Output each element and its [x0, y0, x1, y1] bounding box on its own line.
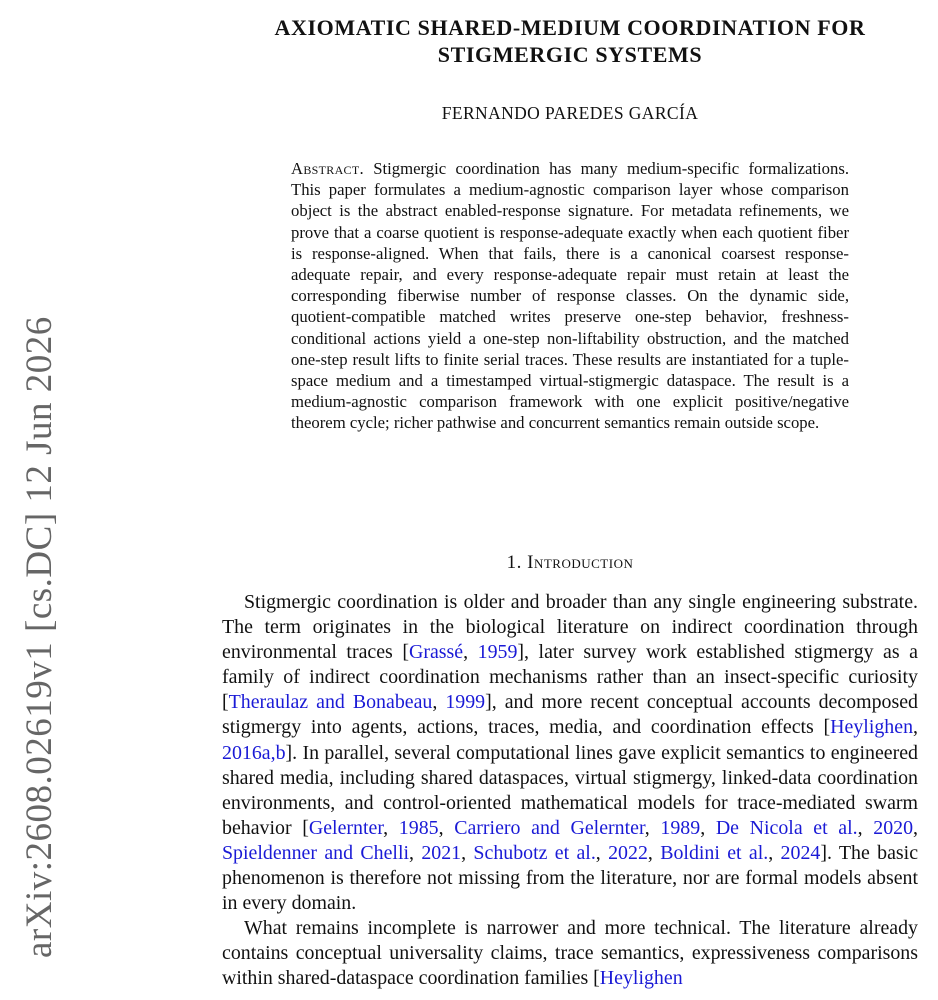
text-run: , [409, 841, 422, 864]
introduction-body [222, 590, 918, 992]
text-run: , [647, 841, 661, 864]
citation-link[interactable]: 1985 [398, 816, 439, 839]
text-run: , [913, 716, 918, 739]
text-run: ]. In parallel, several computational lines gave explicit semantics to engineered shared media, including shared dataspaces, virtual stigmergy, linked-data coordination environments, and control-oriented mathematical models for trace-mediated swarm behavior [ [222, 741, 918, 839]
section-number: 1. [506, 552, 522, 573]
text-run: ], and more recent conceptual accounts decomposed stigmergy into agents, actions, traces, media, and coordination effects [ [222, 691, 919, 739]
abstract [291, 158, 849, 434]
citation-link[interactable]: Carriero and Gelernter [454, 816, 645, 839]
text-run: , [432, 691, 446, 714]
text-run: , [644, 816, 661, 839]
text-run: , [768, 841, 781, 864]
citation-link[interactable]: 1989 [660, 816, 701, 839]
citation-link[interactable]: 2022 [608, 841, 648, 864]
citation-link[interactable]: 2016a,b [222, 741, 286, 764]
text-run: , [383, 816, 399, 839]
intro-paragraph-2 [222, 916, 918, 991]
citation-link[interactable]: 1959 [477, 641, 518, 664]
text-run: , [463, 641, 478, 664]
citation-link[interactable]: Gelernter [308, 816, 384, 839]
author-name: FERNANDO PAREDES GARCÍA [441, 103, 699, 123]
paper-title: AXIOMATIC SHARED-MEDIUM COORDINATION FOR STIGMERGIC SYSTEMS [274, 15, 866, 67]
text-run: , [700, 816, 716, 839]
text-run: , [461, 841, 474, 864]
citation-link[interactable]: 2021 [421, 841, 462, 864]
arxiv-identifier-stamp: arXiv:2608.02619v1 [cs.DC] 12 Jun 2026 [19, 316, 60, 958]
section-heading [222, 552, 918, 574]
citation-link[interactable]: Heylighen [830, 716, 914, 739]
text-run: ], later survey work established stigmergy as a family of indirect coordination mechanisms rather than an insect-specific curiosity [ [222, 641, 918, 714]
section-title: Introduction [527, 552, 634, 573]
text-run: ]. The basic phenomenon is therefore not missing from the literature, nor are formal models absent in every domain. [222, 841, 919, 915]
citation-link[interactable]: 2020 [873, 816, 914, 839]
abstract-text: Stigmergic coordination has many medium-specific formalizations. This paper formulates a medium-agnostic comparison layer whose comparison object is the abstract enabled-response signature. For metadata refinements, we prove that a coarse quotient is response-adequate exactly when each quotient fiber is response-aligned. When that fails, there is a canonical coarsest response-adequate repair, and every response-adequate repair must retain at least the corresponding fiberwise number of response classes. On the dynamic side, quotient-compatible matched writes preserve one-step behavior, freshness-conditional actions yield a one-step non-liftability obstruction, and the matched one-step result lifts to finite serial traces. These results are instantiated for a tuple-space medium and a timestamped virtual-stigmergic dataspace. The result is a medium-agnostic comparison framework with one explicit positive/negative theorem cycle; richer pathwise and concurrent semantics remain outside scope. [291, 159, 849, 433]
citation-link[interactable]: 1999 [445, 691, 486, 714]
text-run: , [857, 816, 874, 839]
abstract-label: Abstract. [291, 159, 364, 178]
citation-link[interactable]: Spieldenner and Chelli [222, 841, 410, 864]
text-run: What remains incomplete is narrower and more technical. The literature already contains conceptual universality claims, trace semantics, expressiveness comparisons within shared-dataspace coordination families [ [222, 917, 918, 990]
citation-link[interactable]: Schubotz et al. [473, 841, 596, 864]
citation-link[interactable]: Grassé [408, 641, 464, 664]
intro-paragraph-1 [222, 590, 918, 916]
citation-link[interactable]: Theraulaz and Bonabeau [228, 691, 433, 714]
text-run: , [595, 841, 609, 864]
citation-link[interactable]: Boldini et al. [660, 841, 769, 864]
citation-link[interactable]: Heylighen [599, 967, 683, 990]
text-run: Stigmergic coordination is older and broader than any single engineering substrate. The term originates in the biological literature on indirect coordination through environmental traces [ [222, 591, 918, 664]
citation-link[interactable]: De Nicola et al. [715, 816, 858, 839]
citation-link[interactable]: 2024 [780, 841, 821, 864]
text-run: , [913, 816, 919, 839]
text-run: , [438, 816, 455, 839]
